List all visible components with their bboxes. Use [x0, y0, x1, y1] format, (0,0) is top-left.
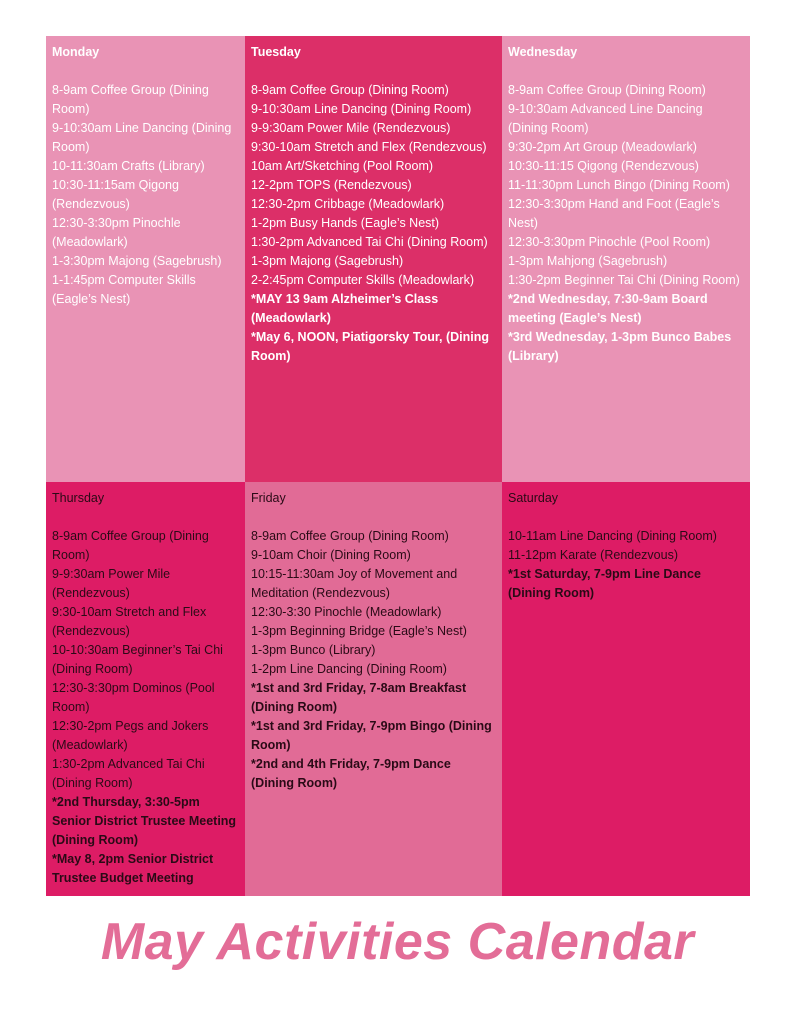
activity-item: 12:30-3:30 Pinochle (Meadowlark) — [251, 605, 442, 619]
activity-item: *2nd Thursday, 3:30-5pm Senior District Trustee Meeting (Dining Room) — [52, 795, 237, 847]
activity-item: 2-2:45pm Computer Skills (Meadowlark) — [251, 273, 474, 287]
activity-item: *MAY 13 9am Alzheimer’s Class (Meadowlark) — [251, 292, 439, 325]
activity-item: 9:30-10am Stretch and Flex (Rendezvous) — [52, 605, 207, 638]
activity-item: 9-10am Choir (Dining Room) — [251, 548, 411, 562]
activity-list — [251, 527, 496, 793]
activity-item: 9-9:30am Power Mile (Rendezvous) — [251, 121, 451, 135]
activity-item: 12:30-3:30pm Dominos (Pool Room) — [52, 681, 215, 714]
activity-item: 9-10:30am Line Dancing (Dining Room) — [251, 102, 472, 116]
activity-list — [52, 527, 239, 888]
activity-item: *1st Saturday, 7-9pm Line Dance (Dining Room) — [508, 567, 701, 600]
activity-item: *May 6, NOON, Piatigorsky Tour, (Dining Room) — [251, 330, 490, 363]
day-heading: Friday — [251, 491, 286, 505]
activity-item: 10-11:30am Crafts (Library) — [52, 159, 205, 173]
day-cell-monday — [46, 36, 245, 482]
day-heading: Thursday — [52, 491, 105, 505]
day-cell-thursday — [46, 482, 245, 896]
activity-item: 8-9am Coffee Group (Dining Room) — [52, 83, 209, 116]
activity-list — [52, 81, 239, 309]
activity-item: *2nd Wednesday, 7:30-9am Board meeting (Eagle’s Nest) — [508, 292, 708, 325]
activity-item: *2nd and 4th Friday, 7-9pm Dance (Dining Room) — [251, 757, 451, 790]
activity-item: 1-3pm Mahjong (Sagebrush) — [508, 254, 668, 268]
activity-item: 1-3pm Beginning Bridge (Eagle’s Nest) — [251, 624, 467, 638]
activity-item: 10:15-11:30am Joy of Movement and Meditation (Rendezvous) — [251, 567, 458, 600]
activity-item: 12:30-3:30pm Hand and Foot (Eagle’s Nest) — [508, 197, 720, 230]
activity-item: 10-11am Line Dancing (Dining Room) — [508, 529, 717, 543]
day-cell-tuesday — [245, 36, 502, 482]
activity-item: *May 8, 2pm Senior District Trustee Budget Meeting — [52, 852, 214, 885]
day-cell-saturday — [502, 482, 750, 896]
activity-item: 10:30-11:15 Qigong (Rendezvous) — [508, 159, 699, 173]
activity-item: 9:30-2pm Art Group (Meadowlark) — [508, 140, 697, 154]
day-cell-friday — [245, 482, 502, 896]
day-heading: Tuesday — [251, 45, 301, 59]
activity-item: 1:30-2pm Advanced Tai Chi (Dining Room) — [251, 235, 488, 249]
activity-item: 1:30-2pm Advanced Tai Chi (Dining Room) — [52, 757, 205, 790]
day-cell-wednesday — [502, 36, 750, 482]
activity-item: 12:30-3:30pm Pinochle (Meadowlark) — [52, 216, 181, 249]
activity-item: 1-1:45pm Computer Skills (Eagle’s Nest) — [52, 273, 196, 306]
calendar-grid — [46, 36, 750, 896]
activity-item: 1-2pm Busy Hands (Eagle’s Nest) — [251, 216, 440, 230]
activity-item: 12:30-2pm Pegs and Jokers (Meadowlark) — [52, 719, 209, 752]
activity-item: 1-3pm Majong (Sagebrush) — [251, 254, 404, 268]
activity-item: 11-11:30pm Lunch Bingo (Dining Room) — [508, 178, 730, 192]
activity-item: 1:30-2pm Beginner Tai Chi (Dining Room) — [508, 273, 740, 287]
activity-item: 10-10:30am Beginner’s Tai Chi (Dining Room) — [52, 643, 223, 676]
activity-item: 8-9am Coffee Group (Dining Room) — [251, 529, 449, 543]
activity-item: 9-10:30am Line Dancing (Dining Room) — [52, 121, 232, 154]
activity-item: 9:30-10am Stretch and Flex (Rendezvous) — [251, 140, 487, 154]
day-heading: Monday — [52, 45, 100, 59]
activity-item: 12:30-2pm Cribbage (Meadowlark) — [251, 197, 445, 211]
activity-item: 12:30-3:30pm Pinochle (Pool Room) — [508, 235, 711, 249]
activity-list — [251, 81, 496, 366]
activity-item: 12-2pm TOPS (Rendezvous) — [251, 178, 412, 192]
activity-item: 10:30-11:15am Qigong (Rendezvous) — [52, 178, 179, 211]
page-title: May Activities Calendar — [100, 913, 695, 971]
activity-item: 10am Art/Sketching (Pool Room) — [251, 159, 434, 173]
activity-item: 8-9am Coffee Group (Dining Room) — [52, 529, 209, 562]
activity-item: 1-2pm Line Dancing (Dining Room) — [251, 662, 447, 676]
activity-item: 11-12pm Karate (Rendezvous) — [508, 548, 678, 562]
activity-item: *1st and 3rd Friday, 7-9pm Bingo (Dining Room) — [251, 719, 492, 752]
activity-item: 8-9am Coffee Group (Dining Room) — [251, 83, 449, 97]
activity-item: 8-9am Coffee Group (Dining Room) — [508, 83, 706, 97]
day-heading: Saturday — [508, 491, 559, 505]
activity-item: 1-3:30pm Majong (Sagebrush) — [52, 254, 222, 268]
activity-item: 9-10:30am Advanced Line Dancing (Dining Room) — [508, 102, 703, 135]
activity-item: 9-9:30am Power Mile (Rendezvous) — [52, 567, 171, 600]
activity-list — [508, 81, 744, 366]
activity-item: 1-3pm Bunco (Library) — [251, 643, 376, 657]
day-heading: Wednesday — [508, 45, 578, 59]
activity-item: *1st and 3rd Friday, 7-8am Breakfast (Dining Room) — [251, 681, 467, 714]
activity-list — [508, 527, 744, 603]
activity-item: *3rd Wednesday, 1-3pm Bunco Babes (Library) — [508, 330, 732, 363]
